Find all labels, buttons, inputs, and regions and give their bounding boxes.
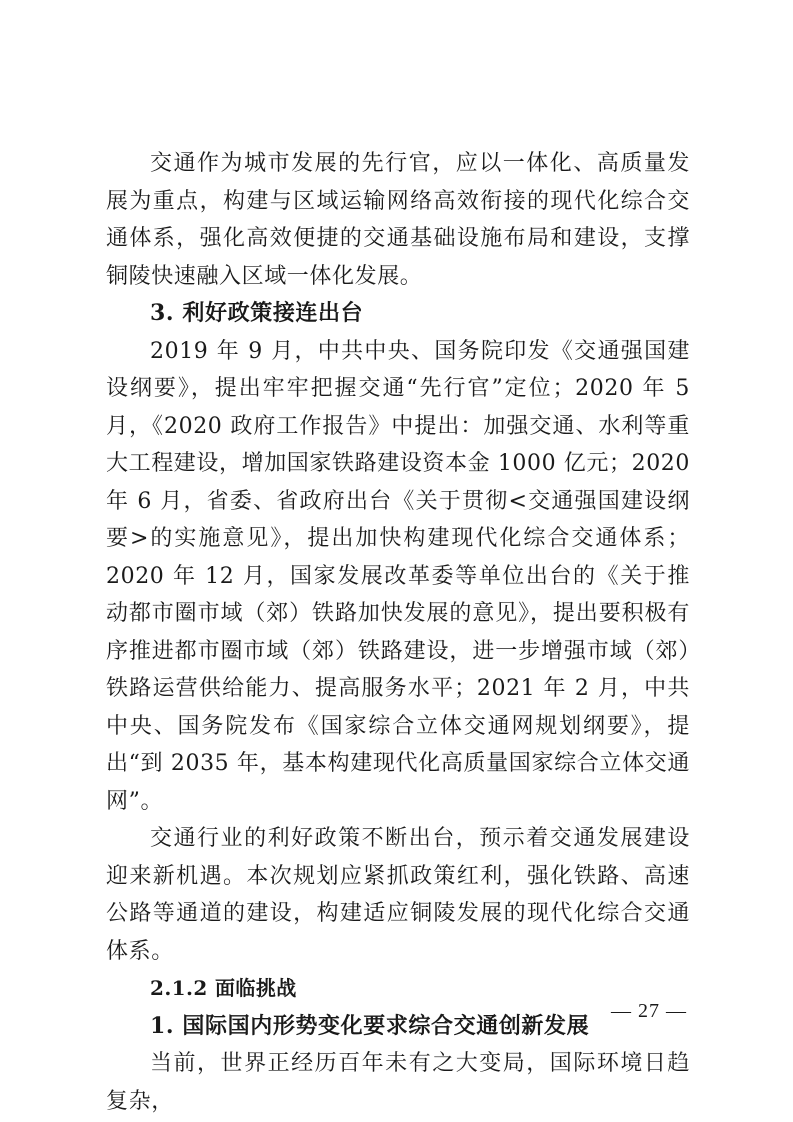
heading-favorable-policies: 3. 利好政策接连出台 [150,300,364,326]
page-number: — 27 — [611,1000,687,1022]
body-text [106,145,690,1120]
paragraph-world-changes: 当前，世界正经历百年未有之大变局，国际环境日趋复杂， [106,1051,690,1114]
section-heading-challenges: 2.1.2 面临挑战 [150,976,297,1000]
paragraph-policy-opportunity: 交通行业的利好政策不断出台，预示着交通发展建设迎来新机遇。本次规划应紧抓政策红利，强化铁路、高速公路等通道的建设，构建适应铜陵发展的现代化综合交通体系。 [106,826,690,964]
paragraph-transport-pioneer: 交通作为城市发展的先行官，应以一体化、高质量发展为重点，构建与区域运输网络高效衔接的现代化综合交通体系，强化高效便捷的交通基础设施布局和建设，支撑铜陵快速融入区域一体化发展。 [106,151,690,289]
paragraph-policy-timeline: 2019 年 9 月，中共中央、国务院印发《交通强国建设纲要》，提出牢牢把握交通“先行官”定位；2020 年 5 月，《2020 政府工作报告》中提出：加强交通、水利等重大工程建设，增加国家铁路建设资本金 1000 亿元；2020 年 6 月，省委、省政府出台《关于贯彻<交通强国建设纲要>的实施意见》，提出加快构建现代化综合交通体系；2020 年 12 月，国家发展改革委等单位出台的《关于推动都市圈市域（郊）铁路加快发展的意见》，提出要积极有序推进都市圈市域（郊）铁路建设，进一步增强市域（郊）铁路运营供给能力、提高服务水平；2021 年 2 月，中共中央、国务院发布《国家综合立体交通网规划纲要》，提出“到 2035 年，基本构建现代化高质量国家综合立体交通网”。 [106,338,690,814]
heading-international-situation: 1. 国际国内形势变化要求综合交通创新发展 [150,1012,590,1039]
